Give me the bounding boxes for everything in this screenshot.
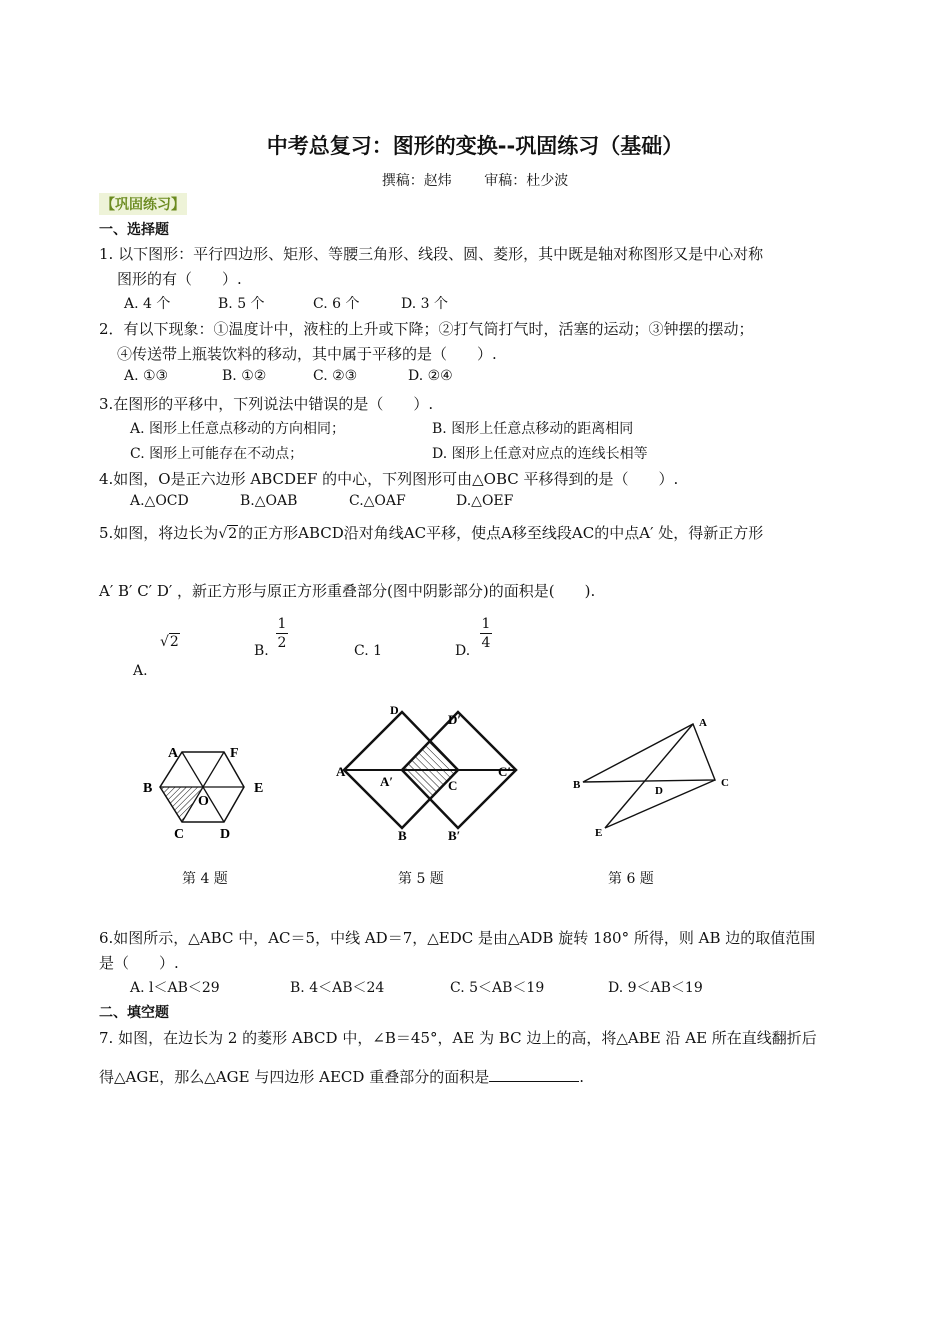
q5-option-b-fraction: 1 2 bbox=[277, 616, 287, 651]
q2-line1: 2．有以下现象：①温度计中，液柱的上升或下降；②打气筒打气时，活塞的运动；③钟摆的摆动； bbox=[99, 320, 754, 338]
label-d-prime: D′ bbox=[448, 712, 462, 727]
label-a: A bbox=[699, 717, 707, 729]
label-d: D bbox=[390, 703, 399, 717]
section-heading-choice: 一、选择题 bbox=[99, 222, 169, 238]
q1-option-c: C. 6 个 bbox=[313, 296, 360, 312]
label-o: O bbox=[198, 794, 209, 809]
q2-option-c: C. ②③ bbox=[313, 368, 358, 384]
q6-line1: 6.如图所示，△ABC 中，AC＝5，中线 AD＝7，△EDC 是由△ADB 旋转 180° 所得，则 AB 边的取值范围 bbox=[99, 929, 816, 947]
figure-5-squares bbox=[330, 700, 520, 845]
q1-option-a: A. 4 个 bbox=[124, 296, 171, 312]
caption-figure-6: 第 6 题 bbox=[608, 871, 654, 887]
q5-line2: A′ B′ C′ D′ ，新正方形与原正方形重叠部分(图中阴影部分)的面积是( ). bbox=[99, 582, 596, 600]
figure-6-triangle bbox=[565, 710, 745, 840]
q3-line1: 3.在图形的平移中，下列说法中错误的是（ ）. bbox=[99, 395, 434, 413]
label-b: B bbox=[398, 828, 407, 843]
q6-option-c: C. 5＜AB＜19 bbox=[450, 980, 545, 996]
triangle-abc bbox=[583, 724, 715, 782]
q2-option-b: B. ①② bbox=[222, 368, 267, 384]
q7-line2-end: . bbox=[579, 1068, 584, 1086]
section-heading-fill: 二、填空题 bbox=[99, 1005, 169, 1021]
label-c: C bbox=[721, 777, 729, 789]
q7-line1: 7. 如图，在边长为 2 的菱形 ABCD 中，∠B＝45°，AE 为 BC 边上的高，将△ABE 沿 AE 所在直线翻折后 bbox=[99, 1029, 817, 1047]
q5-line1-before: 5.如图，将边长为 bbox=[99, 524, 219, 542]
caption-figure-5: 第 5 题 bbox=[398, 871, 444, 887]
q5-line1-after: 的正方形ABCD沿对角线AC平移，使点A移至线段AC的中点A′ 处，得新正方形 bbox=[238, 524, 764, 542]
q5-line1 bbox=[99, 522, 763, 543]
label-c: C bbox=[448, 778, 458, 793]
label-d: D bbox=[655, 785, 663, 797]
q1-line1: 1. 以下图形：平行四边形、矩形、等腰三角形、线段、圆、菱形，其中既是轴对称图形又是中心对称 bbox=[99, 245, 764, 263]
q1-option-d: D. 3 个 bbox=[401, 296, 448, 312]
label-a-prime: A′ bbox=[380, 774, 394, 789]
q4-option-a: A.△OCD bbox=[130, 493, 189, 509]
q3-option-a: A. 图形上任意点移动的方向相同； bbox=[130, 421, 346, 437]
q3-option-d: D. 图形上任意对应点的连线长相等 bbox=[432, 446, 648, 462]
q5-option-d-fraction: 1 4 bbox=[481, 616, 491, 651]
sqrt-expression: √2 bbox=[218, 526, 238, 542]
q3-option-c: C. 图形上可能存在不动点； bbox=[130, 446, 304, 462]
q4-option-d: D.△OEF bbox=[456, 493, 514, 509]
label-a: A bbox=[168, 746, 179, 761]
caption-figure-4: 第 4 题 bbox=[182, 871, 228, 887]
q4-option-b: B.△OAB bbox=[240, 493, 298, 509]
q1-option-b: B. 5 个 bbox=[218, 296, 265, 312]
label-b: B bbox=[143, 781, 153, 796]
q5-option-c: C. 1 bbox=[354, 643, 383, 659]
reviewer: 审稿：杜少波 bbox=[484, 173, 569, 189]
label-d: D bbox=[220, 827, 231, 842]
writer: 撰稿：赵炜 bbox=[381, 173, 452, 189]
label-a: A bbox=[336, 764, 346, 779]
page-title: 中考总复习：图形的变换--巩固练习（基础） bbox=[266, 134, 684, 158]
label-c: C bbox=[174, 827, 185, 842]
q5-option-b-label: B. bbox=[254, 643, 269, 659]
q6-option-a: A. l＜AB＜29 bbox=[130, 980, 220, 996]
answer-blank[interactable] bbox=[489, 1067, 579, 1082]
q3-option-b: B. 图形上任意点移动的距离相同 bbox=[432, 421, 634, 437]
label-e: E bbox=[254, 781, 264, 796]
shaded-triangle-obc bbox=[160, 787, 202, 822]
q1-line2: 图形的有（ ）. bbox=[117, 270, 242, 288]
q5-option-a-label: A. bbox=[133, 663, 148, 679]
q7-line2-text: 得△AGE，那么△AGE 与四边形 AECD 重叠部分的面积是 bbox=[99, 1068, 490, 1086]
q6-option-d: D. 9＜AB＜19 bbox=[608, 980, 703, 996]
q2-option-d: D. ②④ bbox=[408, 368, 453, 384]
radicand: 2 bbox=[228, 526, 238, 542]
label-f: F bbox=[230, 746, 239, 761]
figure-4-hexagon bbox=[130, 730, 280, 845]
label-b-prime: B′ bbox=[448, 828, 461, 843]
section-tag: 【巩固练习】 bbox=[99, 193, 187, 215]
q7-line2 bbox=[99, 1066, 584, 1087]
q6-option-b: B. 4＜AB＜24 bbox=[290, 980, 385, 996]
q2-option-a: A. ①③ bbox=[124, 368, 169, 384]
q6-line2: 是（ ）. bbox=[99, 954, 179, 972]
authors bbox=[0, 170, 950, 190]
label-e: E bbox=[595, 827, 603, 839]
q2-line2: ④传送带上瓶装饮料的移动，其中属于平移的是（ ）. bbox=[117, 345, 497, 363]
q5-option-d-label: D. bbox=[455, 643, 471, 659]
label-c-prime: C′ bbox=[498, 764, 512, 779]
label-b: B bbox=[573, 779, 581, 791]
q4-option-c: C.△OAF bbox=[349, 493, 406, 509]
q5-option-a-value: √2 bbox=[160, 634, 179, 650]
q4-line1: 4.如图，O是正六边形 ABCDEF 的中心，下列图形可由△OBC 平移得到的是（ ）. bbox=[99, 470, 679, 488]
